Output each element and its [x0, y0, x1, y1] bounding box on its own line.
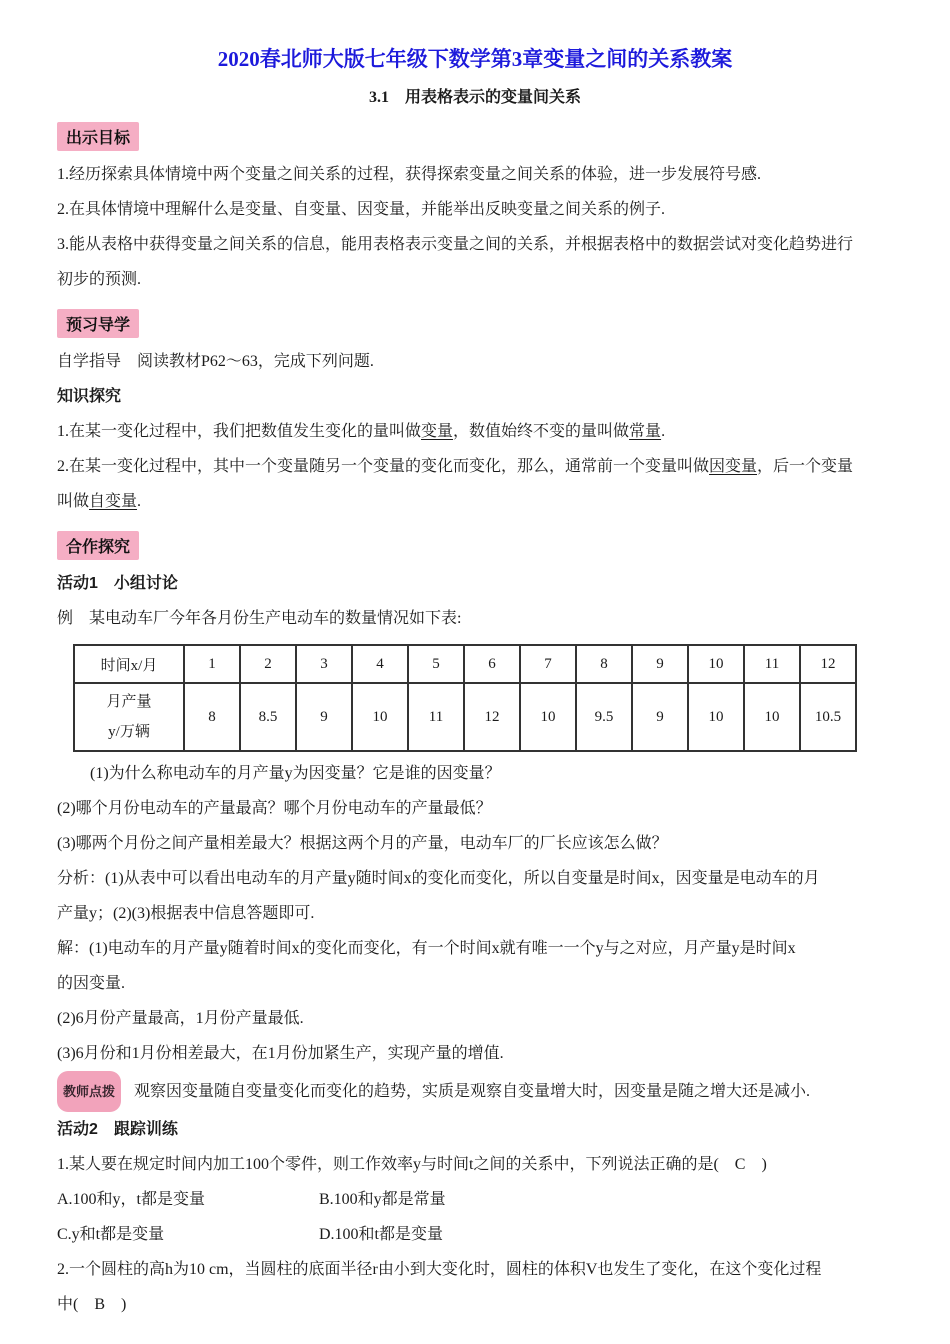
option-item: D.100和t都是变量	[319, 1226, 444, 1243]
month-cell: 3	[296, 645, 352, 683]
goal-lines	[57, 157, 893, 297]
analysis-line: 产量y；(2)(3)根据表中信息答题即可.	[57, 905, 315, 922]
output-cell: 12	[464, 683, 520, 751]
output-cell: 10.5	[800, 683, 856, 751]
month-cell: 6	[464, 645, 520, 683]
question-line: (1)为什么称电动车的月产量y为因变量？它是谁的因变量？	[90, 765, 501, 782]
example-intro: 例 某电动车厂今年各月份生产电动车的数量情况如下表:	[57, 610, 462, 627]
production-table	[73, 644, 857, 752]
month-cell: 9	[632, 645, 688, 683]
page-title: 2020春北师大版七年级下数学第3章变量之间的关系教案	[217, 47, 733, 71]
knowledge-line: 叫做自变量.	[57, 493, 142, 510]
question-line: (3)哪两个月份之间产量相差最大？根据这两个月的产量，电动车厂的厂长应该怎么做？	[57, 835, 668, 852]
section-label-cooperate: 合作探究	[57, 531, 139, 560]
question-line: (2)哪个月份电动车的产量最高？哪个月份电动车的产量最低？	[57, 800, 492, 817]
preview-label-row	[57, 309, 893, 338]
lesson-subtitle: 3.1 用表格表示的变量间关系	[368, 89, 581, 106]
section-label-goals: 出示目标	[57, 122, 139, 151]
solution-lines	[57, 931, 893, 1071]
teacher-tip	[57, 1071, 893, 1112]
goal-line: 1.经历探索具体情境中两个变量之间关系的过程，获得探索变量之间关系的体验，进一步发展符号感.	[57, 166, 762, 183]
time-axis-label: 时间x/月	[74, 645, 184, 683]
goal-line: 3.能从表格中获得变量之间关系的信息，能用表格表示变量之间的关系，并根据表格中的数据尝试对变化趋势进行	[57, 236, 854, 253]
analysis-line: 分析：(1)从表中可以看出电动车的月产量y随时间x的变化而变化，所以自变量是时间x，因变量是电动车的月	[57, 870, 820, 887]
section-label-preview: 预习导学	[57, 309, 139, 338]
option-item: B.100和y都是常量	[319, 1191, 446, 1208]
solution-line: 的因变量.	[57, 975, 126, 992]
month-cell: 7	[520, 645, 576, 683]
output-cell: 8.5	[240, 683, 296, 751]
knowledge-line: 2.在某一变化过程中，其中一个变量随另一个变量的变化而变化，那么，通常前一个变量叫做因变量，后一个变量	[57, 458, 854, 475]
goal-line: 初步的预测.	[57, 271, 142, 288]
teacher-tip-text: 观察因变量随自变量变化而变化的趋势，实质是观察自变量增大时，因变量是随之增大还是减小.	[134, 1083, 811, 1100]
self-study-guide: 自学指导 阅读教材P62～63，完成下列问题.	[57, 353, 374, 370]
month-cell: 12	[800, 645, 856, 683]
question-lines	[57, 756, 893, 861]
month-cell: 10	[688, 645, 744, 683]
month-cell: 4	[352, 645, 408, 683]
goal-line: 2.在具体情境中理解什么是变量、自变量、因变量，并能举出反映变量之间关系的例子.	[57, 201, 666, 218]
output-cell: 10	[688, 683, 744, 751]
goals-label-row	[57, 122, 893, 151]
exercise2-line: 2.一个圆柱的高h为10 cm，当圆柱的底面半径r由小到大变化时，圆柱的体积V也发生了变化，在这个变化过程	[57, 1261, 822, 1278]
solution-line: (2)6月份产量最高，1月份产量最低.	[57, 1010, 304, 1027]
month-cell: 5	[408, 645, 464, 683]
output-cell: 9.5	[576, 683, 632, 751]
output-cell: 8	[184, 683, 240, 751]
activity1-heading: 活动1 小组讨论	[57, 575, 178, 592]
knowledge-line: 1.在某一变化过程中，我们把数值发生变化的量叫做变量，数值始终不变的量叫做常量.	[57, 423, 666, 440]
output-cell: 10	[520, 683, 576, 751]
exercise2-line: 中( B )	[57, 1296, 127, 1313]
solution-line: (3)6月份和1月份相差最大，在1月份加紧生产，实现产量的增值.	[57, 1045, 504, 1062]
month-cell: 11	[744, 645, 800, 683]
output-axis-label: 月产量 y/万辆	[74, 683, 184, 751]
analysis-lines	[57, 861, 893, 931]
month-cell: 8	[576, 645, 632, 683]
output-cell: 10	[352, 683, 408, 751]
output-cell: 9	[632, 683, 688, 751]
month-cell: 2	[240, 645, 296, 683]
cooperate-label-row	[57, 531, 893, 560]
exercise1-stem: 1.某人要在规定时间内加工100个零件，则工作效率y与时间t之间的关系中，下列说法正确的是( C )	[57, 1156, 767, 1173]
exercise1-options	[57, 1182, 893, 1252]
teacher-tip-badge: 教师点拨	[57, 1071, 121, 1112]
output-cell: 10	[744, 683, 800, 751]
option-item: C.y和t都是变量	[57, 1226, 165, 1243]
knowledge-lines	[57, 414, 893, 519]
exercise2-lines	[57, 1252, 893, 1322]
solution-line: 解：(1)电动车的月产量y随着时间x的变化而变化，有一个时间x就有唯一一个y与之对应，月产量y是时间x	[57, 940, 796, 957]
output-cell: 9	[296, 683, 352, 751]
output-cell: 11	[408, 683, 464, 751]
knowledge-heading: 知识探究	[57, 388, 122, 405]
activity2-heading: 活动2 跟踪训练	[57, 1121, 178, 1138]
option-item: A.100和y，t都是变量	[57, 1191, 206, 1208]
month-cell: 1	[184, 645, 240, 683]
